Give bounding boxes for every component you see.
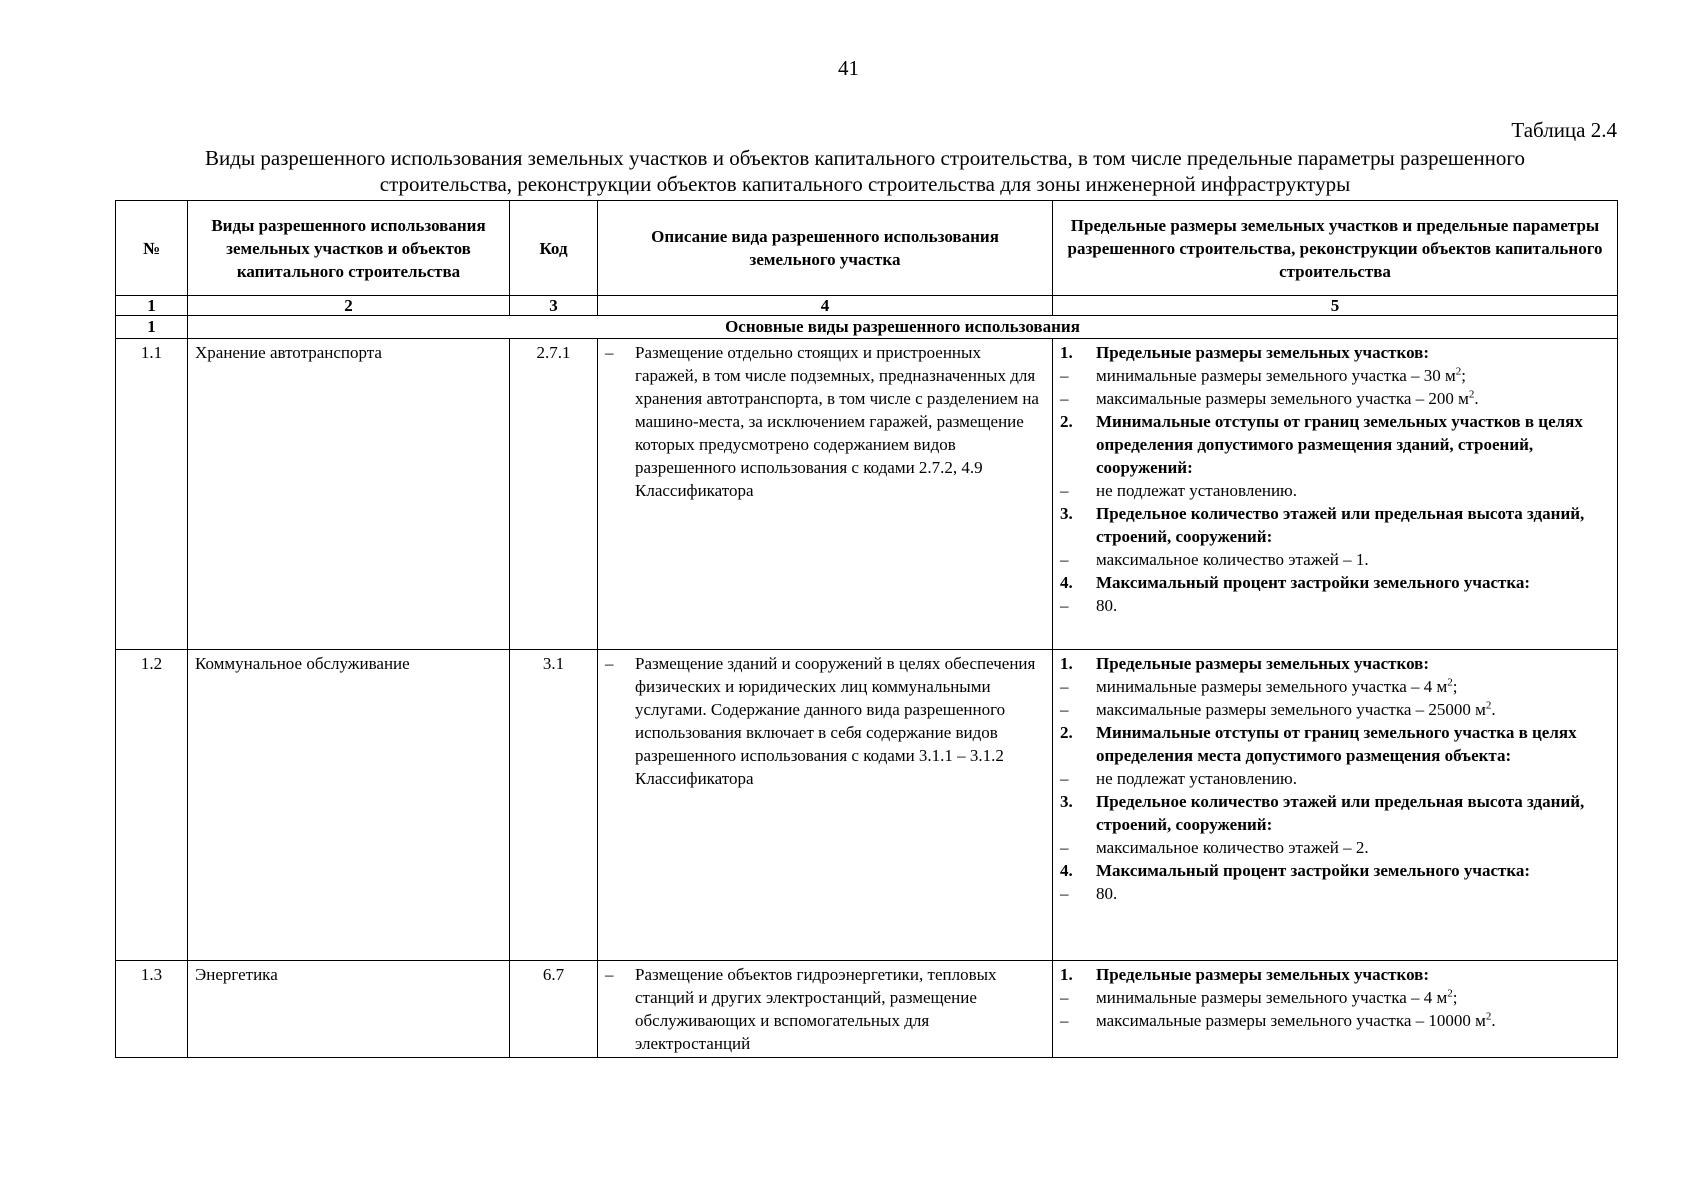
header-num: № (116, 201, 188, 296)
dash-marker: – (1060, 988, 1069, 1007)
superscript: 2 (1468, 388, 1475, 401)
description-text: Размещение отдельно стоящих и пристроенных гаражей, в том числе подземных, предназначенных для хранения автотранспорта, в том числе с разделением на машино-места, за исключением гаражей, размещение которых предусмотрено содержанием видов разрешенного использования с кодами 2.7.2, 4.9 Классификатора (635, 343, 1039, 500)
dash-marker: – (605, 343, 614, 362)
dash-marker: – (1060, 550, 1069, 569)
dash-marker: – (1060, 838, 1069, 857)
row-code: 3.1 (510, 650, 598, 961)
header-code: Код (510, 201, 598, 296)
param-value: максимальное количество этажей – 2. (1096, 838, 1369, 857)
row-use-type: Хранение автотранспорта (188, 339, 510, 650)
param-heading: Предельные размеры земельных участков: (1096, 965, 1430, 984)
row-parameters (1053, 650, 1618, 961)
param-heading: Максимальный процент застройки земельного участка: (1096, 861, 1531, 880)
superscript: 2 (1455, 365, 1462, 378)
punctuation: . (1474, 389, 1479, 408)
section-number: 1 (116, 316, 188, 339)
column-number: 2 (188, 296, 510, 316)
row-description (598, 650, 1053, 961)
dash-marker: – (1060, 700, 1069, 719)
dash-marker: – (1060, 389, 1069, 408)
header-description: Описание вида разрешенного использования земельного участка (598, 201, 1053, 296)
item-number: 4. (1060, 573, 1073, 592)
dash-marker: – (1060, 366, 1069, 385)
row-number: 1.3 (116, 961, 188, 1058)
item-number: 1. (1060, 654, 1073, 673)
column-number: 5 (1053, 296, 1618, 316)
table-row (116, 339, 1618, 650)
item-number: 1. (1060, 965, 1073, 984)
param-value: максимальные размеры земельного участка – 10000 м (1096, 1011, 1486, 1030)
row-code: 6.7 (510, 961, 598, 1058)
column-number-row (116, 296, 1618, 316)
header-use-type: Виды разрешенного использования земельных участков и объектов капитального строительства (188, 201, 510, 296)
param-heading: Предельное количество этажей или предельная высота зданий, строений, сооружений: (1096, 504, 1585, 546)
row-use-type: Энергетика (188, 961, 510, 1058)
param-heading: Предельные размеры земельных участков: (1096, 654, 1430, 673)
param-heading: Минимальные отступы от границ земельного участка в целях определения места допустимого размещения объекта: (1096, 723, 1577, 765)
punctuation: ; (1452, 677, 1458, 696)
section-title: Основные виды разрешенного использования (188, 316, 1618, 339)
item-number: 2. (1060, 723, 1073, 742)
item-number: 1. (1060, 343, 1073, 362)
column-number: 1 (116, 296, 188, 316)
param-value: максимальные размеры земельного участка – 200 м (1096, 389, 1469, 408)
row-use-type: Коммунальное обслуживание (188, 650, 510, 961)
table-header-row (116, 201, 1618, 296)
param-heading: Предельные размеры земельных участков: (1096, 343, 1430, 362)
row-code: 2.7.1 (510, 339, 598, 650)
superscript: 2 (1485, 1010, 1492, 1023)
item-number: 2. (1060, 412, 1073, 431)
dash-marker: – (605, 965, 614, 984)
param-value: минимальные размеры земельного участка – 4 м (1096, 677, 1448, 696)
item-number: 3. (1060, 504, 1073, 523)
dash-marker: – (1060, 481, 1069, 500)
param-heading: Предельное количество этажей или предельная высота зданий, строений, сооружений: (1096, 792, 1585, 834)
superscript: 2 (1447, 987, 1453, 1000)
param-value: минимальные размеры земельного участка – 30 м (1096, 366, 1456, 385)
param-value: минимальные размеры земельного участка – 4 м (1096, 988, 1448, 1007)
row-description (598, 339, 1053, 650)
header-parameters: Предельные размеры земельных участков и предельные параметры разрешенного строительства, реконструкции объектов капитального строительства (1053, 201, 1618, 296)
dash-marker: – (1060, 769, 1069, 788)
punctuation: ; (1461, 366, 1466, 385)
row-parameters (1053, 339, 1618, 650)
row-number: 1.1 (116, 339, 188, 650)
dash-marker: – (605, 654, 614, 673)
punctuation: . (1491, 1011, 1496, 1030)
dash-marker: – (1060, 884, 1069, 903)
superscript: 2 (1447, 676, 1453, 689)
param-heading: Минимальные отступы от границ земельных участков в целях определения допустимого размещения зданий, строений, сооружений: (1096, 412, 1583, 477)
table-label: Таблица 2.4 (1511, 118, 1617, 142)
param-value: максимальные размеры земельного участка – 25000 м (1096, 700, 1486, 719)
table-title: Виды разрешенного использования земельных участков и объектов капитального строительства, в том числе предельные параметры разрешенного строительства, реконструкции объектов капитального строительства для зоны инженерной инфраструктуры (205, 146, 1525, 196)
page-number: 41 (838, 56, 859, 80)
item-number: 3. (1060, 792, 1073, 811)
column-number: 3 (510, 296, 598, 316)
table-row (116, 650, 1618, 961)
column-number: 4 (598, 296, 1053, 316)
row-description (598, 961, 1053, 1058)
section-row (116, 316, 1618, 339)
punctuation: ; (1452, 988, 1458, 1007)
param-value: 80. (1096, 884, 1118, 903)
row-parameters (1053, 961, 1618, 1058)
item-number: 4. (1060, 861, 1073, 880)
description-text: Размещение зданий и сооружений в целях обеспечения физических и юридических лиц коммунальными услугами. Содержание данного вида разрешенного использования включает в себя содержание видов разрешенного использования с кодами 3.1.1 – 3.1.2 Классификатора (635, 654, 1036, 788)
table-row (116, 961, 1618, 1058)
superscript: 2 (1485, 699, 1492, 712)
param-value: 80. (1096, 596, 1118, 615)
param-value: не подлежат установлению. (1096, 481, 1298, 500)
description-text: Размещение объектов гидроэнергетики, тепловых станций и других электростанций, размещение обслуживающих и вспомогательных для электростанций (635, 965, 997, 1053)
param-value: максимальное количество этажей – 1. (1096, 550, 1369, 569)
dash-marker: – (1060, 596, 1069, 615)
dash-marker: – (1060, 1011, 1069, 1030)
row-number: 1.2 (116, 650, 188, 961)
param-heading: Максимальный процент застройки земельного участка: (1096, 573, 1531, 592)
param-value: не подлежат установлению. (1096, 769, 1298, 788)
zoning-table (115, 200, 1618, 1058)
punctuation: . (1491, 700, 1496, 719)
dash-marker: – (1060, 677, 1069, 696)
